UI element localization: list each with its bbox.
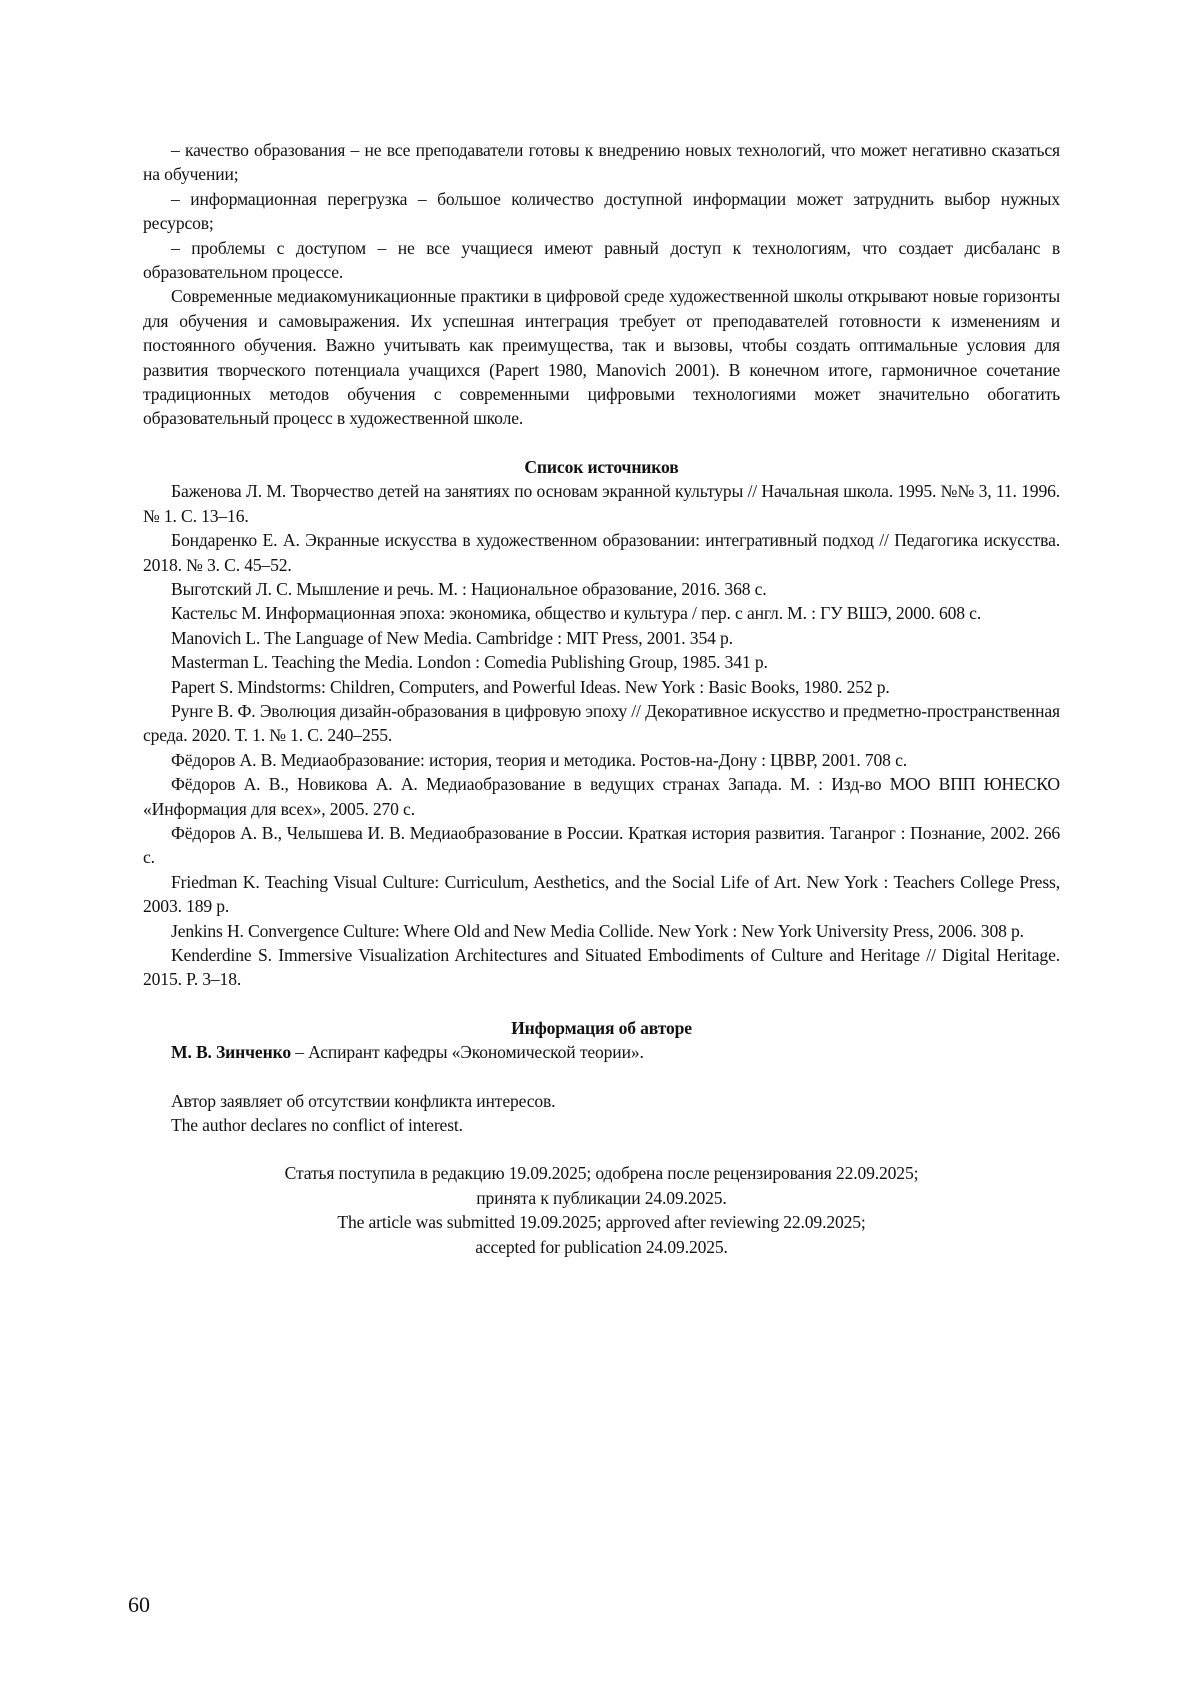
dates-en-line: The article was submitted 19.09.2025; approved after reviewing 22.09.2025;: [337, 1212, 866, 1233]
dates-ru-line: Статья поступила в редакцию 19.09.2025; одобрена после рецензирования 22.09.2025;: [284, 1163, 919, 1184]
dates-section: [143, 1161, 1060, 1259]
reference-item: Выготский Л. С. Мышление и речь. М. : Национальное образование, 2016. 368 с.: [171, 578, 767, 599]
body-paragraph: – качество образования – не все преподаватели готовы к внедрению новых технологий, что может негативно сказаться на обучении;: [143, 140, 1060, 185]
reference-item: Jenkins H. Convergence Culture: Where Old and New Media Collide. New York : New York University Press, 2006. 308 p.: [171, 920, 1024, 941]
reference-item: Masterman L. Teaching the Media. London : Comedia Publishing Group, 1985. 341 p.: [171, 652, 768, 673]
author-info-heading: Информация об авторе: [511, 1017, 692, 1038]
author-info-section: [143, 1016, 1060, 1065]
reference-item: Фёдоров А. В., Новикова А. А. Медиаобразование в ведущих странах Запада. М. : Изд-во МОО ВПП ЮНЕСКО «Информация для всех», 2005. 270 с.: [143, 774, 1060, 819]
reference-item: Фёдоров А. В. Медиаобразование: история, теория и методика. Ростов-на-Дону : ЦВВР, 2001. 708 с.: [171, 749, 907, 770]
reference-item: Kenderdine S. Immersive Visualization Architectures and Situated Embodiments of Culture and Heritage // Digital Heritage. 2015. P. 3–18.: [143, 945, 1060, 990]
author-name: М. В. Зинченко: [171, 1042, 291, 1063]
body-paragraph: Современные медиакомуникационные практики в цифровой среде художественной школы открывают новые горизонты для обучения и самовыражения. Их успешная интеграция требует от преподавателей готовности к изменениям и постоянного обучения. Важно учитывать как преимущества, так и вызовы, чтобы создать оптимальные условия для развития творческого потенциала учащихся (Papert 1980, Manovich 2001). В конечном итоге, гармоничное сочетание традиционных методов обучения с современными цифровыми технологиями может значительно обогатить образовательный процесс в художественной школе.: [143, 286, 1060, 429]
dates-en-line: accepted for publication 24.09.2025.: [475, 1236, 728, 1257]
reference-item: Бондаренко Е. А. Экранные искусства в художественном образовании: интегративный подход // Педагогика искусства. 2018. № 3. С. 45–52.: [143, 530, 1060, 575]
reference-item: Рунге В. Ф. Эволюция дизайн-образования в цифровую эпоху // Декоративное искусство и предметно-пространственная среда. 2020. Т. 1. № 1. С. 240–255.: [143, 700, 1060, 746]
reference-item: Papert S. Mindstorms: Children, Computers, and Powerful Ideas. New York : Basic Books, 1980. 252 p.: [171, 676, 890, 697]
conflict-section: [143, 1089, 1060, 1138]
conflict-statement-en: The author declares no conflict of interest.: [171, 1115, 463, 1136]
body-paragraph: – проблемы с доступом – не все учащиеся имеют равный доступ к технологиям, что создает дисбаланс в образовательном процессе.: [143, 237, 1060, 283]
references-section: [143, 455, 1060, 992]
author-description: – Аспирант кафедры «Экономической теории».: [290, 1042, 644, 1063]
body-text: [143, 138, 1060, 431]
article-page: [143, 138, 1060, 1259]
reference-item: Friedman K. Teaching Visual Culture: Curriculum, Aesthetics, and the Social Life of Art. New York : Teachers College Press, 2003. 189 p.: [143, 871, 1060, 917]
reference-item: Фёдоров А. В., Челышева И. В. Медиаобразование в России. Краткая история развития. Таганрог : Познание, 2002. 266 с.: [143, 822, 1060, 868]
reference-item: Кастельс М. Информационная эпоха: экономика, общество и культура / пер. с англ. М. : ГУ ВШЭ, 2000. 608 с.: [171, 603, 982, 624]
reference-item: Manovich L. The Language of New Media. Cambridge : MIT Press, 2001. 354 p.: [171, 627, 733, 648]
reference-item: Баженова Л. М. Творчество детей на занятиях по основам экранной культуры // Начальная школа. 1995. №№ 3, 11. 1996. № 1. С. 13–16.: [143, 481, 1060, 526]
references-heading: Список источников: [524, 456, 679, 477]
body-paragraph: – информационная перегрузка – большое количество доступной информации может затруднить выбор нужных ресурсов;: [143, 188, 1060, 234]
page-number: 60: [128, 1592, 150, 1617]
author-info-line: [143, 1040, 1060, 1064]
conflict-statement-ru: Автор заявляет об отсутствии конфликта интересов.: [171, 1090, 556, 1111]
dates-ru-line: принята к публикации 24.09.2025.: [476, 1187, 727, 1208]
